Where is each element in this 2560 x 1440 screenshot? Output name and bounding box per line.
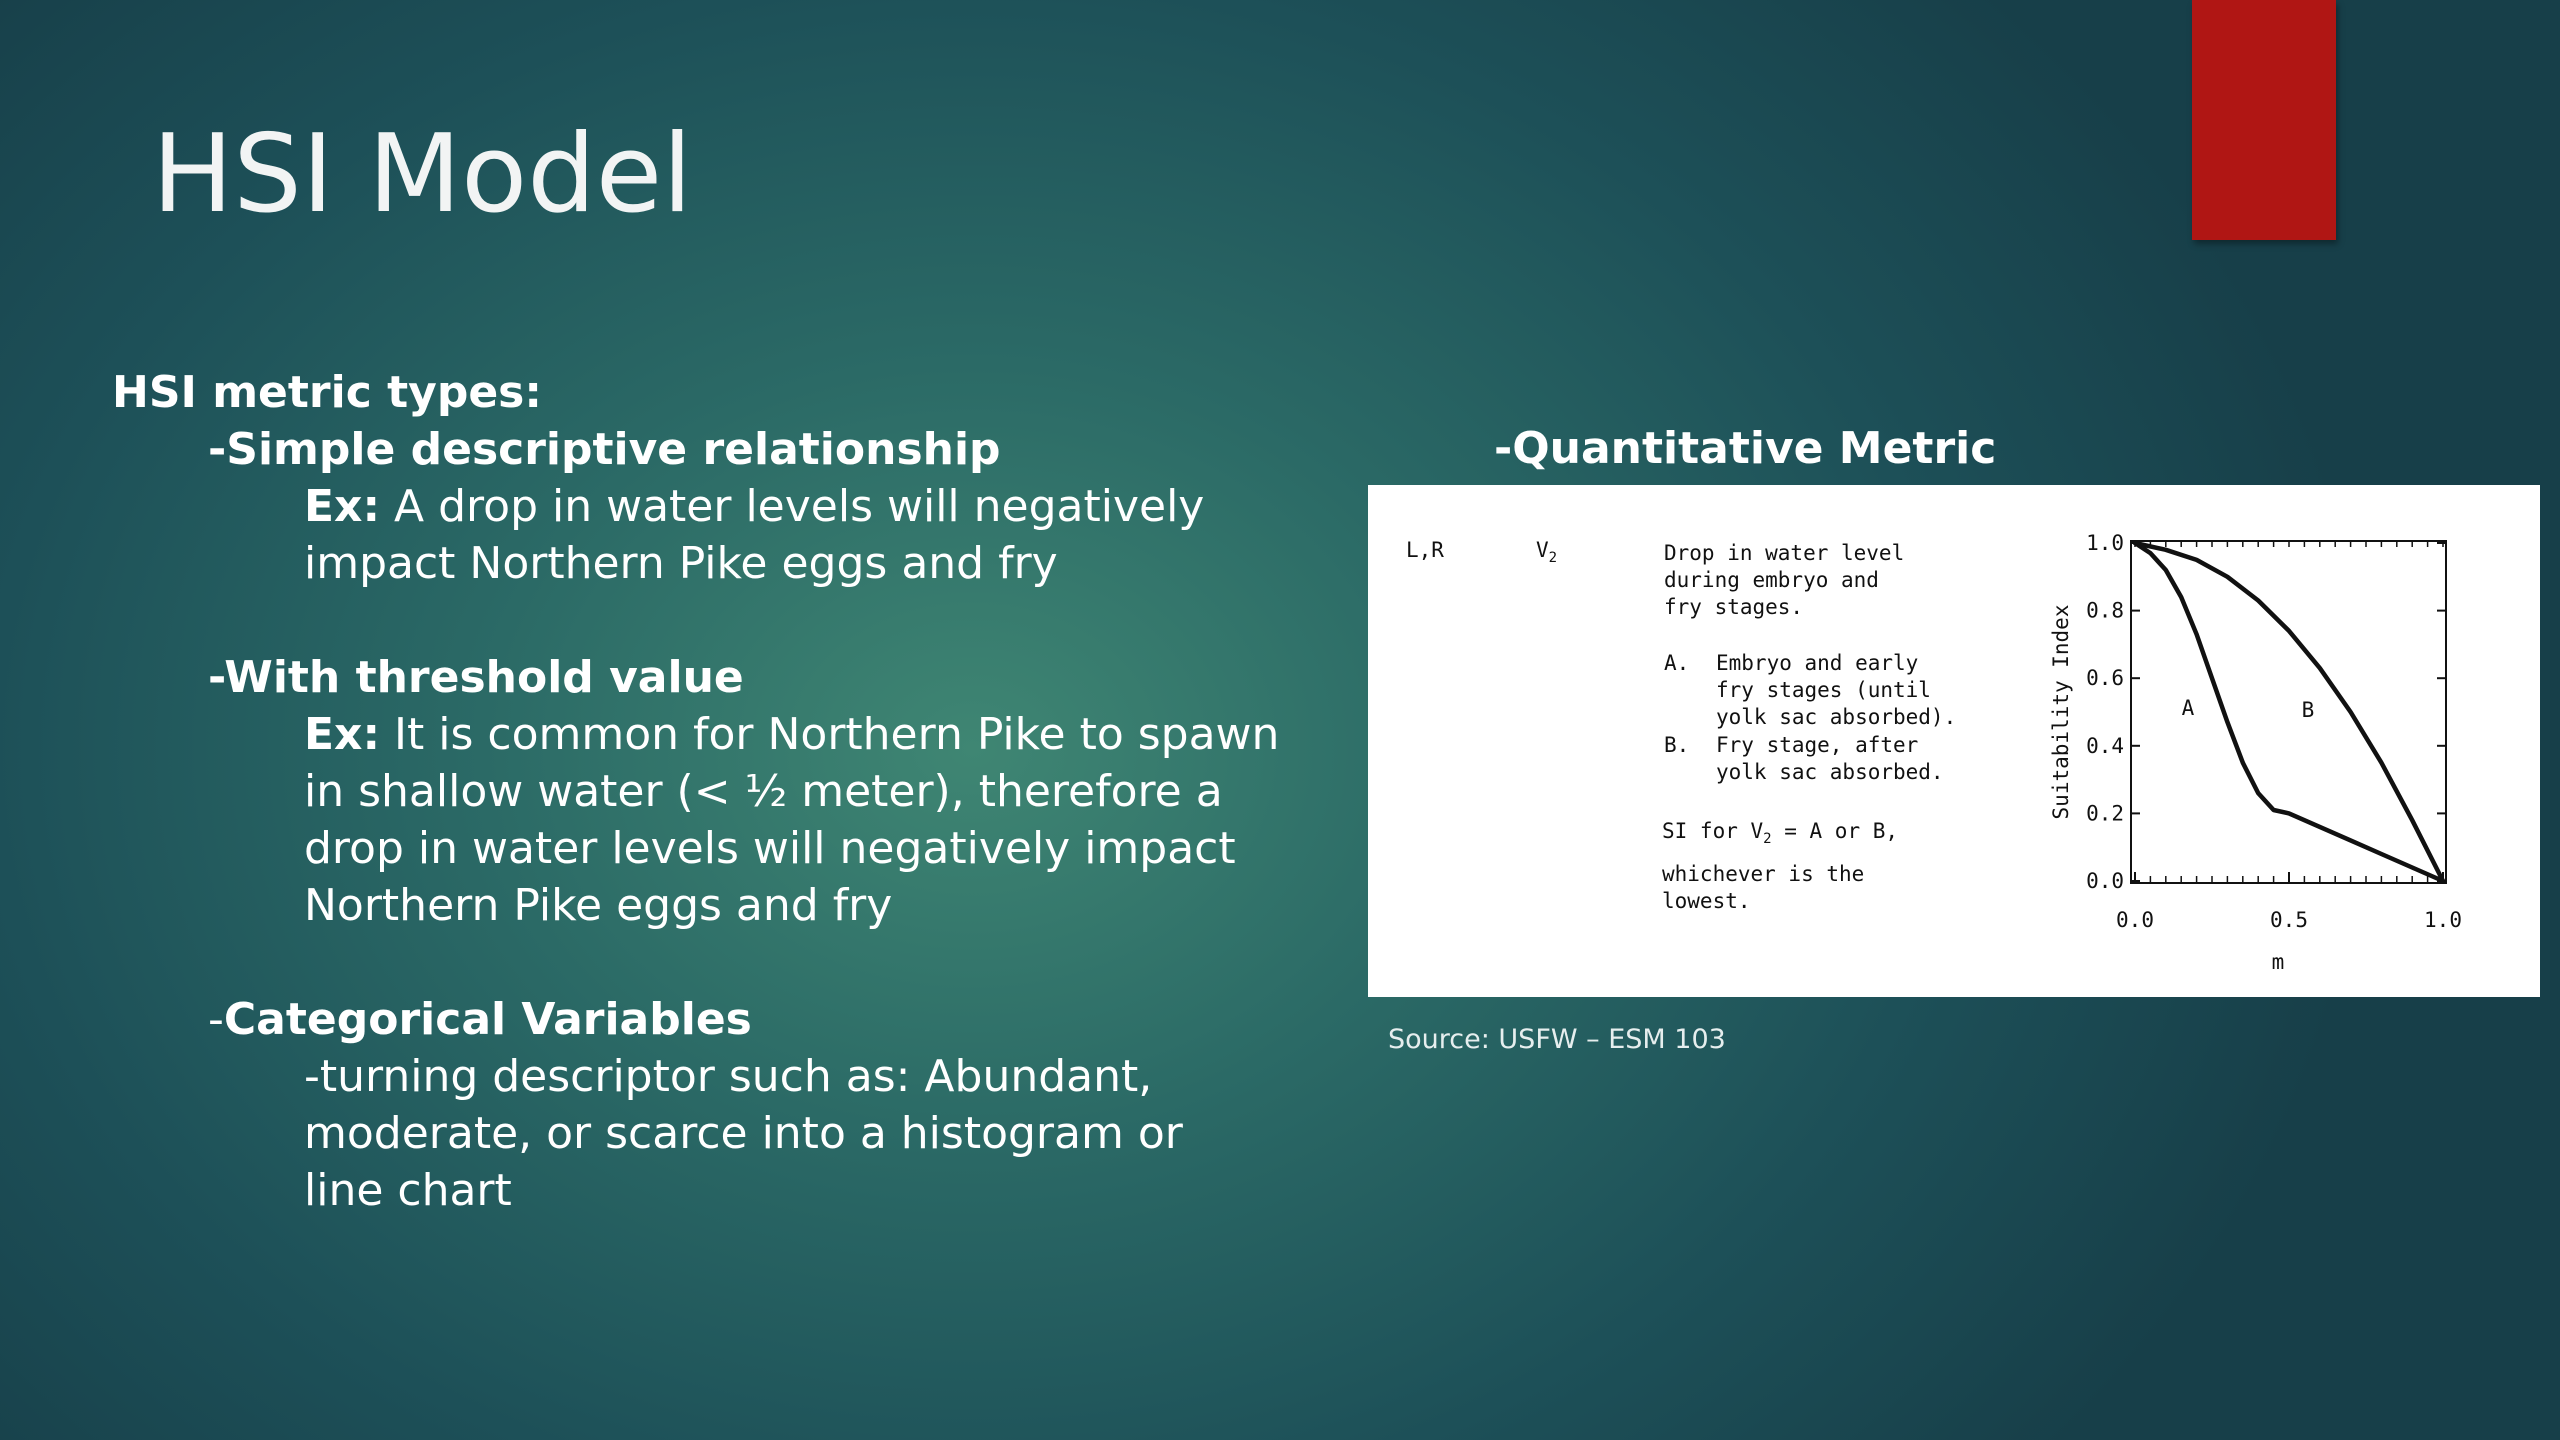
item2-example-line2: in shallow water (< ½ meter), therefore a <box>304 766 1223 817</box>
y-tick-label: 0.6 <box>2086 666 2124 691</box>
fig-si-line <box>1662 819 1898 847</box>
x-tick-label: 1.0 <box>2424 908 2462 932</box>
item3-line1: -turning descriptor such as: Abundant, <box>304 1051 1153 1102</box>
chart-y-axis-label: Suitability Index <box>2049 604 2073 820</box>
fig-desc-line-3: fry stages. <box>1664 595 1804 619</box>
item1-example-line1 <box>112 478 1352 535</box>
fig-b-line-2: yolk sac absorbed. <box>1716 760 1944 784</box>
fig-col2-var-letter: V <box>1536 538 1549 562</box>
fig-b-line-1: Fry stage, after <box>1716 733 1919 757</box>
fig-col1: L,R <box>1406 538 1444 562</box>
item1-heading: -Simple descriptive relationship <box>208 424 1001 475</box>
item3-heading <box>112 991 1352 1048</box>
x-tick-label: 0.5 <box>2270 908 2308 932</box>
fig-si-suffix: = A or B, <box>1771 819 1899 843</box>
fig-desc-line-2: during embryo and <box>1664 568 1879 592</box>
y-tick-label: 0.0 <box>2086 869 2124 893</box>
item1-ex-text: A drop in water levels will negatively <box>380 481 1205 532</box>
fig-si-sub: 2 <box>1763 831 1772 847</box>
fig-col2-var <box>1536 538 1557 566</box>
item2-ex-text: It is common for Northern Pike to spawn <box>380 709 1280 760</box>
item3-line3: line chart <box>304 1165 512 1216</box>
y-tick-label: 1.0 <box>2086 531 2124 555</box>
metric-types-text <box>112 364 1352 1219</box>
item3-line2: moderate, or scarce into a histogram or <box>304 1108 1183 1159</box>
chart-y-ticks <box>2086 531 2446 893</box>
fig-b-label: B. <box>1664 733 1690 757</box>
item1-ex-label: Ex: <box>304 481 381 532</box>
fig-si-line-2: whichever is the <box>1662 862 1865 886</box>
suitability-chart <box>2049 531 2462 974</box>
slide-title: HSI Model <box>152 112 693 237</box>
item2-heading: -With threshold value <box>208 652 744 703</box>
figure-svg <box>1368 485 2540 997</box>
fig-si-prefix: SI for V <box>1662 819 1764 843</box>
metric-types-heading: HSI metric types: <box>112 367 542 418</box>
chart-x-axis-label: m <box>2271 950 2285 974</box>
fig-a-line-3: yolk sac absorbed). <box>1716 705 1957 729</box>
fig-a-label: A. <box>1664 651 1690 675</box>
chart-x-ticks <box>2116 872 2462 932</box>
fig-a-line-2: fry stages (until <box>1716 678 1931 702</box>
item2-example-line4: Northern Pike eggs and fry <box>304 880 893 931</box>
series-label-b: B <box>2301 698 2315 722</box>
hsi-figure <box>1368 485 2540 997</box>
item2-example-line1 <box>112 706 1352 763</box>
fig-desc-line-1: Drop in water level <box>1664 541 1905 565</box>
x-tick-label: 0.0 <box>2116 908 2154 932</box>
y-tick-label: 0.4 <box>2086 733 2124 758</box>
y-tick-label: 0.2 <box>2086 801 2124 826</box>
quantitative-metric-label: -Quantitative Metric <box>1494 423 1997 474</box>
fig-col2-sub: 2 <box>1548 550 1558 566</box>
item3-heading-text: Categorical Variables <box>223 994 752 1045</box>
accent-bar <box>2192 0 2336 240</box>
source-caption: Source: USFW – ESM 103 <box>1388 1024 1726 1055</box>
item3-dash: - <box>208 994 224 1045</box>
series-label-a: A <box>2181 696 2195 720</box>
fig-a-line-1: Embryo and early <box>1716 651 1919 675</box>
item1-example-line2: impact Northern Pike eggs and fry <box>304 538 1058 589</box>
fig-si-line-3: lowest. <box>1662 889 1751 913</box>
y-tick-label: 0.8 <box>2086 598 2124 623</box>
item2-example-line3: drop in water levels will negatively impact <box>304 823 1236 874</box>
item2-ex-label: Ex: <box>304 709 381 760</box>
